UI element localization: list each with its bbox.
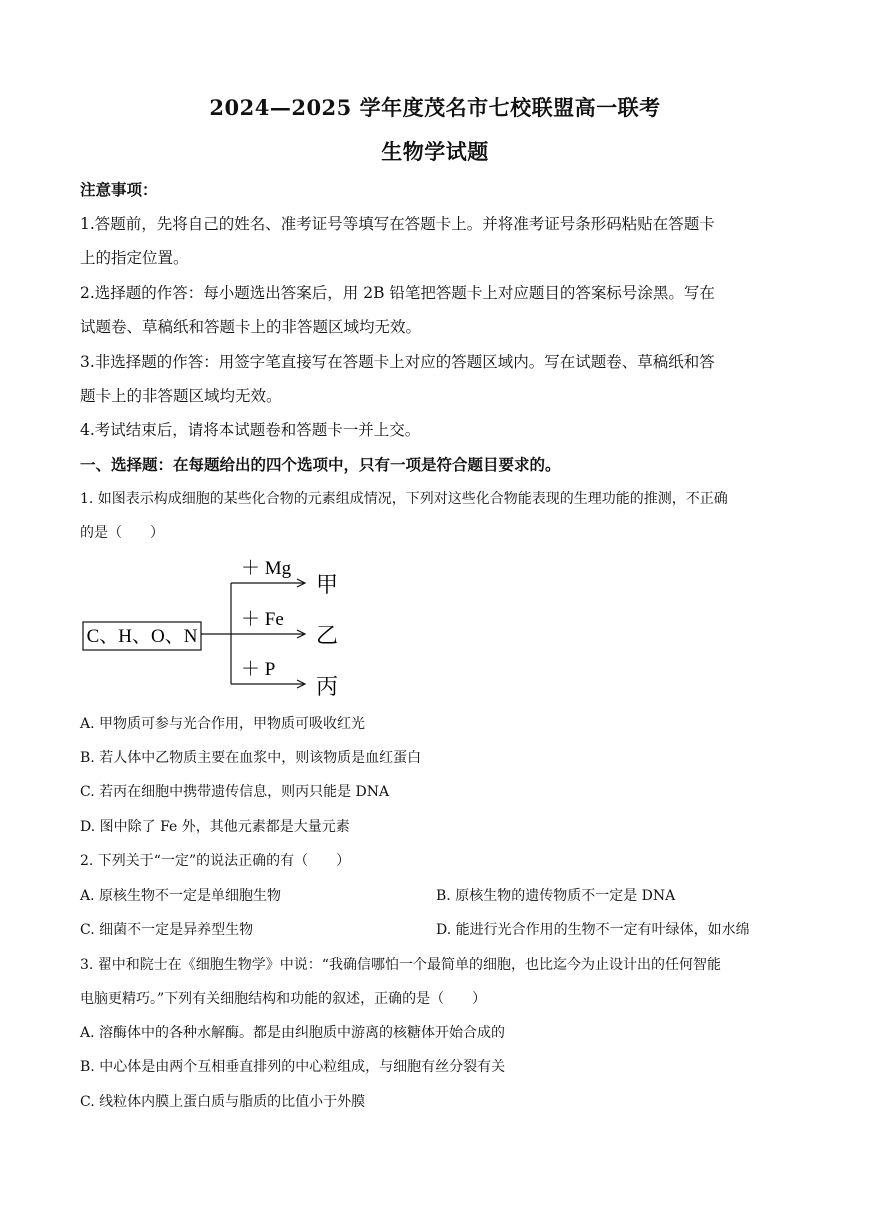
exam-title: 2024—2025 学年度茂名市七校联盟高一联考 [209,95,661,120]
q2-option-d: D. 能进行光合作用的生物不一定有叶绿体，如水绵 [436,922,750,938]
target-yi: 乙 [316,623,339,648]
notice-line: 上的指定位置。 [80,249,189,267]
q1-option-a: A. 甲物质可参与光合作用，甲物质可吸收红光 [80,716,366,732]
element-box-label: C、H、O、N [86,626,198,647]
q3-stem: 3. 翟中和院士在《细胞生物学》中说：“我确信哪怕一个最简单的细胞，也比迄今为止设计出的任何智能 [80,957,721,973]
q2-option-c: C. 细菌不一定是异养型生物 [80,922,254,938]
q3-option-c: C. 线粒体内膜上蛋白质与脂质的比值小于外膜 [80,1094,366,1110]
target-jia: 甲 [316,572,339,597]
notice-line: 题卡上的非答题区域均无效。 [80,387,282,405]
q2-option-b: B. 原核生物的遗传物质不一定是 DNA [436,888,676,904]
notice-line: 1.答题前，先将自己的姓名、准考证号等填写在答题卡上。并将准考证号条形码粘贴在答题卡 [80,215,715,233]
q1-option-d: D. 图中除了 Fe 外，其他元素都是大量元素 [80,819,350,835]
q3-stem: 电脑更精巧。”下列有关细胞结构和功能的叙述，正确的是（ ） [80,991,487,1007]
section-heading: 一、选择题：在每题给出的四个选项中，只有一项是符合题目要求的。 [80,455,561,474]
branch-label-p: ＋ P [241,659,276,680]
notice-line: 3.非选择题的作答：用签字笔直接写在答题卡上对应的答题区域内。写在试题卷、草稿纸和答 [80,353,715,371]
notice-line: 4.考试结束后，请将本试题卷和答题卡一并上交。 [80,421,421,439]
notice-line: 2.选择题的作答：每小题选出答案后，用 2B 铅笔把答题卡上对应题目的答案标号涂黑。写在 [80,284,715,302]
q2-stem: 2. 下列关于“一定”的说法正确的有（ ） [80,853,351,869]
branch-label-fe: ＋ Fe [241,609,284,630]
exam-subtitle: 生物学试题 [381,139,489,164]
branch-label-mg: ＋ Mg [241,558,292,579]
q3-option-b: B. 中心体是由两个互相垂直排列的中心粒组成，与细胞有丝分裂有关 [80,1059,506,1075]
q1-option-b: B. 若人体中乙物质主要在血浆中，则该物质是血红蛋白 [80,750,422,766]
element-composition-diagram [80,556,380,700]
q3-option-a: A. 溶酶体中的各种水解酶。都是由纠胞质中游离的核糖体开始合成的 [80,1025,506,1041]
notice-line: 试题卷、草稿纸和答题卡上的非答题区域均无效。 [80,318,422,336]
notice-heading: 注意事项： [80,180,158,199]
q1-option-c: C. 若丙在细胞中携带遗传信息，则丙只能是 DNA [80,784,390,800]
q2-option-a: A. 原核生物不一定是单细胞生物 [80,888,282,904]
q1-stem: 的是（ ） [80,525,164,541]
target-bing: 丙 [316,674,339,699]
q1-stem: 1. 如图表示构成细胞的某些化合物的元素组成情况，下列对这些化合物能表现的生理功能的推测，不正确 [80,491,728,507]
